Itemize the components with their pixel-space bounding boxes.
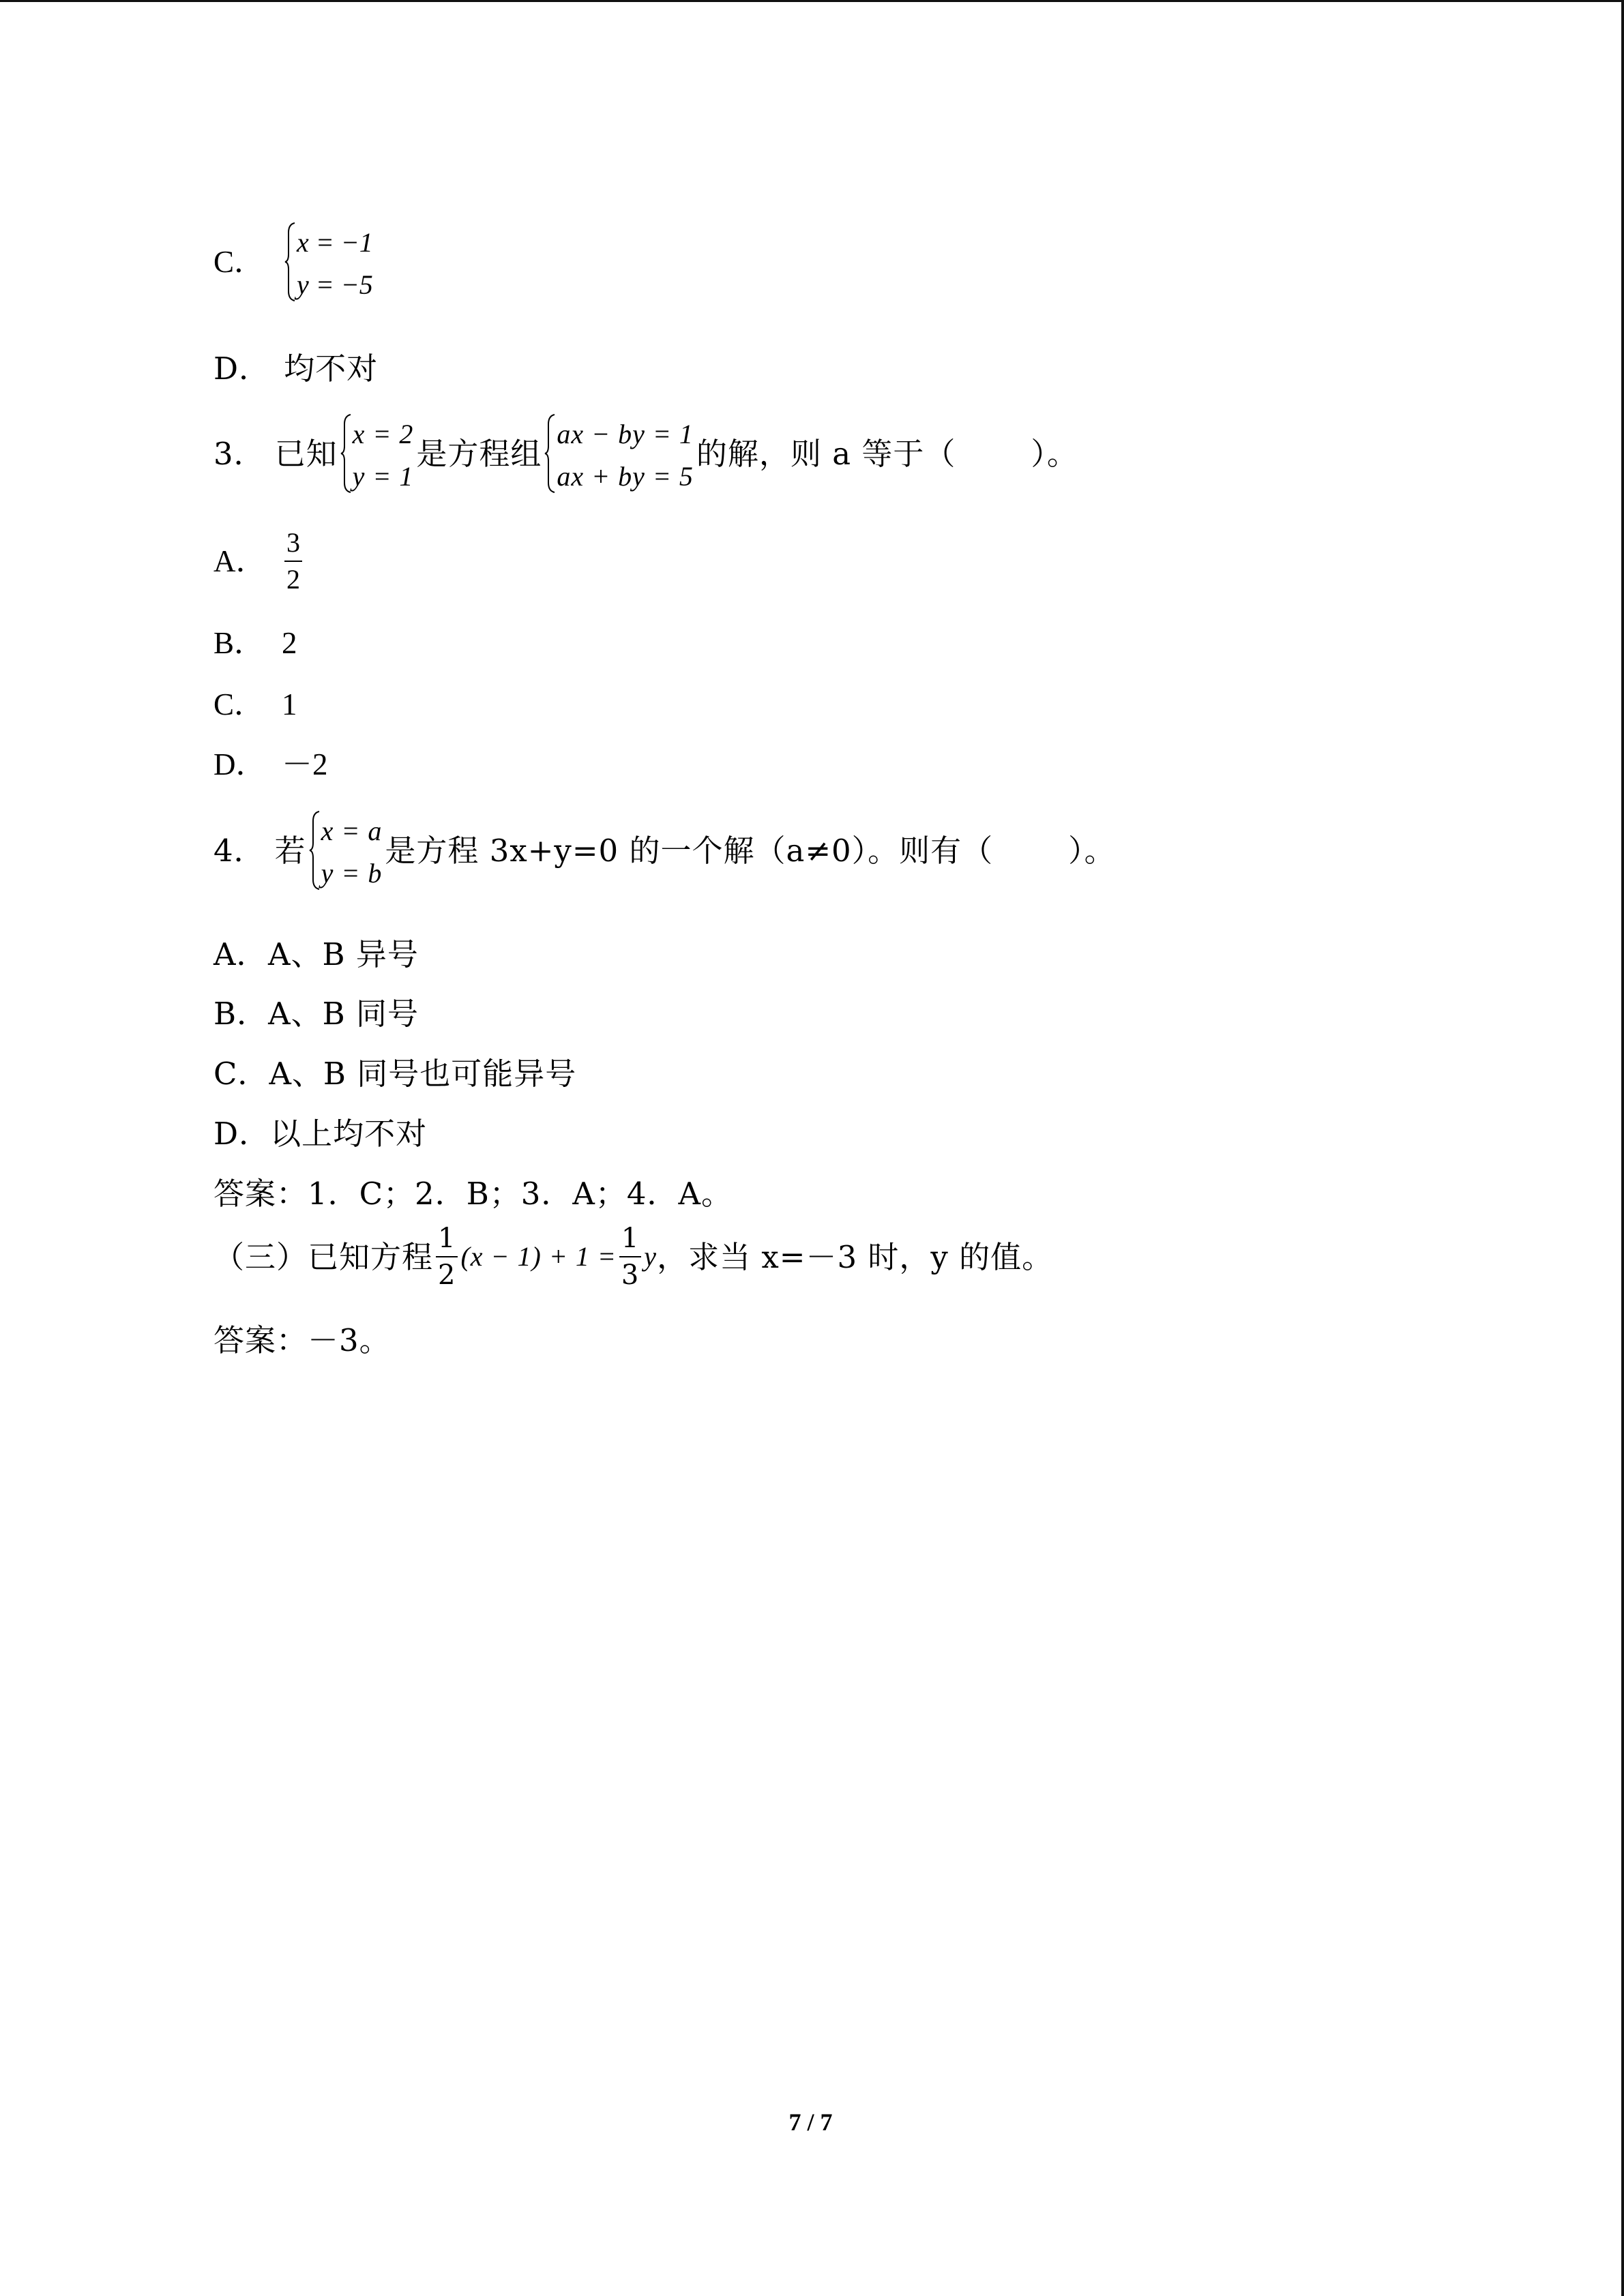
option-label: A． xyxy=(213,936,268,972)
option-label: C． xyxy=(213,1056,269,1092)
q3-option-a xyxy=(213,526,305,597)
q4-option-c xyxy=(213,1056,577,1092)
fraction-denominator: 2 xyxy=(286,564,300,595)
question-text: ）。 xyxy=(1031,435,1078,472)
page-number: 7 / 7 xyxy=(788,2108,833,2136)
question-text: 若 xyxy=(274,832,306,869)
equation-system xyxy=(284,222,373,302)
left-brace-icon xyxy=(340,413,353,494)
solution-system xyxy=(309,810,383,891)
fraction-denominator: 3 xyxy=(621,1259,640,1291)
question-text: ）。 xyxy=(1068,832,1116,869)
equation-row: ax − by = 1 xyxy=(557,419,694,449)
q3-option-c xyxy=(213,689,297,720)
equation-row: x = −1 xyxy=(297,227,373,258)
option-text: A、B 异号 xyxy=(268,936,419,972)
equation-row: y = b xyxy=(321,858,383,889)
fraction xyxy=(436,1223,458,1290)
option-label: B． xyxy=(213,996,269,1032)
equation-system xyxy=(544,413,694,494)
option-text: A、B 同号 xyxy=(268,996,419,1032)
option-label: C． xyxy=(213,244,265,279)
answer-text: 答案：－3。 xyxy=(213,1322,391,1358)
q2-option-c xyxy=(213,222,376,302)
fraction xyxy=(284,528,302,595)
option-text: 以上均不对 xyxy=(270,1116,428,1152)
option-label: B． xyxy=(213,626,265,660)
question-text: 已知 xyxy=(274,435,338,472)
option-label: C． xyxy=(213,687,265,721)
solution-system xyxy=(340,413,414,494)
answer-key-part3 xyxy=(213,1322,391,1358)
left-brace-icon xyxy=(284,222,297,302)
q2-option-d xyxy=(213,351,379,387)
equation-row: ax + by = 5 xyxy=(557,461,694,492)
option-label: D． xyxy=(213,747,267,781)
fraction-numerator: 1 xyxy=(621,1223,640,1254)
q4-option-b xyxy=(213,996,419,1032)
question-number: 4． xyxy=(213,832,265,869)
question-4-stem xyxy=(213,810,1116,891)
equation-variable: y xyxy=(644,1241,658,1272)
equation-row: x = 2 xyxy=(352,419,414,449)
question-3-stem xyxy=(213,413,1078,494)
fraction-numerator: 3 xyxy=(286,527,300,558)
question-text: （三）已知方程 xyxy=(213,1238,434,1275)
equation-row: y = 1 xyxy=(352,461,414,492)
question-text: ，求当 x=－3 时，y 的值。 xyxy=(657,1238,1054,1275)
option-text: A、B 同号也可能异号 xyxy=(269,1056,577,1092)
question-number: 3． xyxy=(213,435,265,472)
answer-key xyxy=(213,1176,733,1212)
option-text: －2 xyxy=(282,747,328,781)
q3-option-b xyxy=(213,628,297,659)
option-text: 均不对 xyxy=(284,351,379,387)
equation-row: y = −5 xyxy=(297,269,373,300)
option-label: D． xyxy=(213,351,271,387)
q3-option-d xyxy=(213,749,328,780)
option-text: 2 xyxy=(282,626,297,660)
fraction-denominator: 2 xyxy=(438,1259,456,1291)
part-3-question xyxy=(213,1221,1053,1292)
fraction xyxy=(619,1223,641,1290)
q4-option-d xyxy=(213,1116,428,1152)
equation-text: (x − 1) + 1 = xyxy=(460,1241,617,1272)
option-text: 1 xyxy=(282,687,297,721)
question-text: 的解，则 a 等于（ xyxy=(696,435,956,472)
option-label: A． xyxy=(213,543,267,578)
option-label: D． xyxy=(213,1116,271,1152)
question-text: 是方程组 xyxy=(416,435,542,472)
answer-text: 答案：1．C；2．B；3．A；4．A。 xyxy=(213,1176,733,1212)
fraction-numerator: 1 xyxy=(438,1223,456,1254)
left-brace-icon xyxy=(544,413,557,494)
q4-option-a xyxy=(213,936,419,972)
left-brace-icon xyxy=(309,810,321,891)
question-text: 是方程 3x+y=0 的一个解（a≠0）。则有（ xyxy=(385,832,994,869)
equation-row: x = a xyxy=(321,816,383,846)
